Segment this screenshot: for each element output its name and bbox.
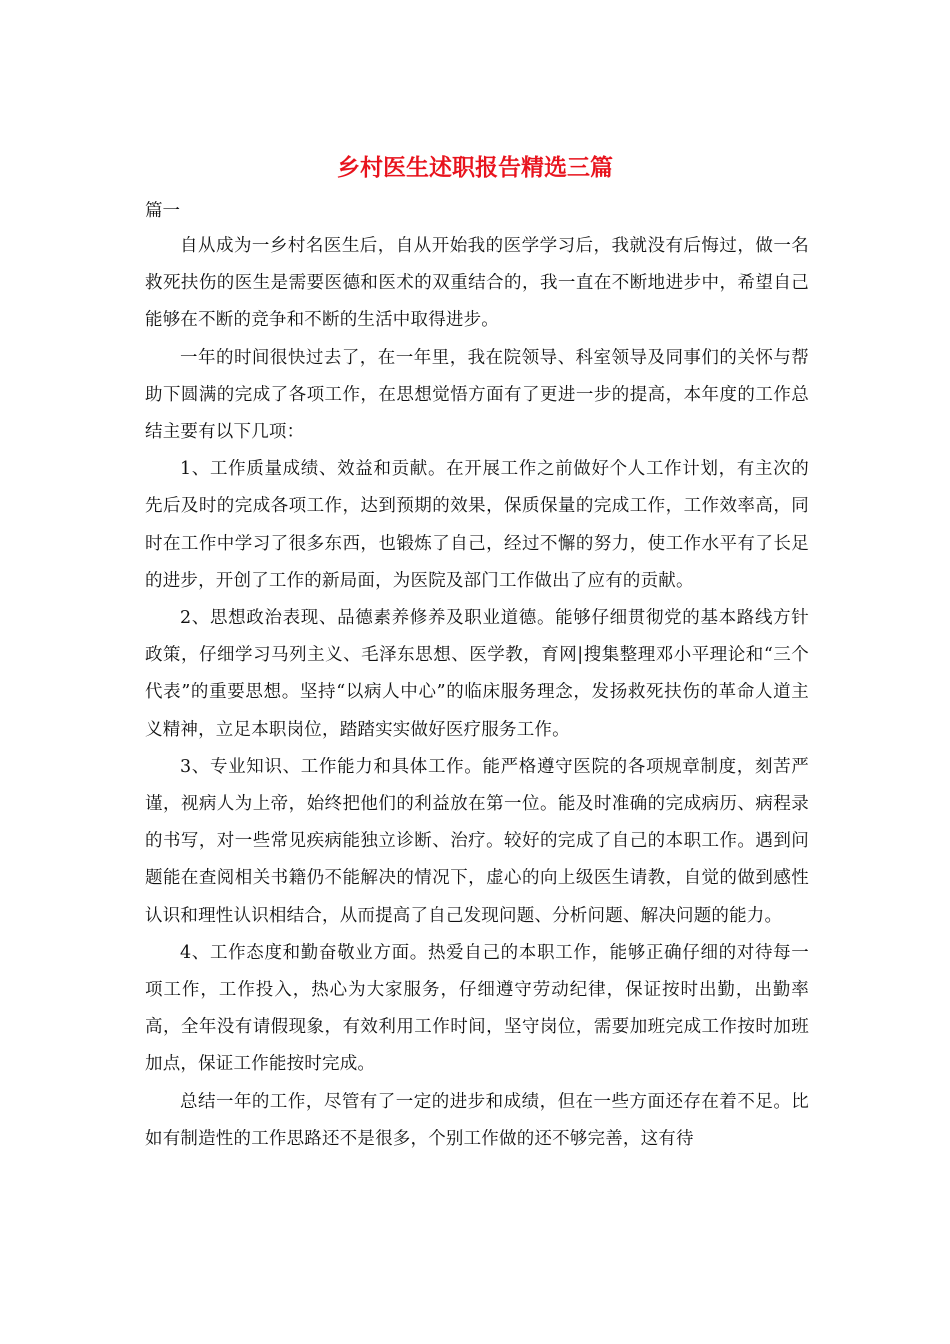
- paragraph-item-2: 2、思想政治表现、品德素养修养及职业道德。能够仔细贯彻党的基本路线方针政策，仔细学习马列主义、毛泽东思想、医学教，育网|搜集整理邓小平理论和“三个代表”的重要思想。坚持“以病人中心”的临床服务理念，发扬救死扶伤的革命人道主义精神，立足本职岗位，踏踏实实做好医疗服务工作。: [145, 608, 809, 740]
- paragraph-intro: 自从成为一乡村名医生后，自从开始我的医学学习后，我就没有后悔过，做一名救死扶伤的医生是需要医德和医术的双重结合的，我一直在不断地进步中，希望自己能够在不断的竞争和不断的生活中取得进步。: [145, 236, 809, 331]
- paragraph-year-summary: 一年的时间很快过去了，在一年里，我在院领导、科室领导及同事们的关怀与帮助下圆满的完成了各项工作，在思想觉悟方面有了更进一步的提高，本年度的工作总结主要有以下几项：: [145, 347, 809, 443]
- document-title: 乡村医生述职报告精选三篇: [337, 155, 613, 181]
- document-body: [145, 228, 809, 1158]
- paragraph-conclusion: 总结一年的工作，尽管有了一定的进步和成绩，但在一些方面还存在着不足。比如有制造性的工作思路还不是很多，个别工作做的还不够完善，这有待: [145, 1091, 809, 1149]
- paragraph-item-3: 3、专业知识、工作能力和具体工作。能严格遵守医院的各项规章制度，刻苦严谨，视病人为上帝，始终把他们的利益放在第一位。能及时准确的完成病历、病程录的书写，对一些常见疾病能独立诊断、治疗。较好的完成了自己的本职工作。遇到问题能在查阅相关书籍仍不能解决的情况下，虚心的向上级医生请教，自觉的做到感性认识和理性认识相结合，从而提高了自己发现问题、分析问题、解决问题的能力。: [145, 756, 809, 926]
- paragraph-item-4: 4、工作态度和勤奋敬业方面。热爱自己的本职工作，能够正确仔细的对待每一项工作，工作投入，热心为大家服务，仔细遵守劳动纪律，保证按时出勤，出勤率高，全年没有请假现象，有效利用工作时间，坚守岗位，需要加班完成工作按时加班加点，保证工作能按时完成。: [145, 942, 809, 1075]
- section-label: 篇一: [145, 201, 180, 221]
- paragraph-item-1: 1、工作质量成绩、效益和贡献。在开展工作之前做好个人工作计划，有主次的先后及时的完成各项工作，达到预期的效果，保质保量的完成工作，工作效率高，同时在工作中学习了很多东西，也锻炼了自己，经过不懈的努力，使工作水平有了长足的进步，开创了工作的新局面，为医院及部门工作做出了应有的贡献。: [145, 459, 809, 591]
